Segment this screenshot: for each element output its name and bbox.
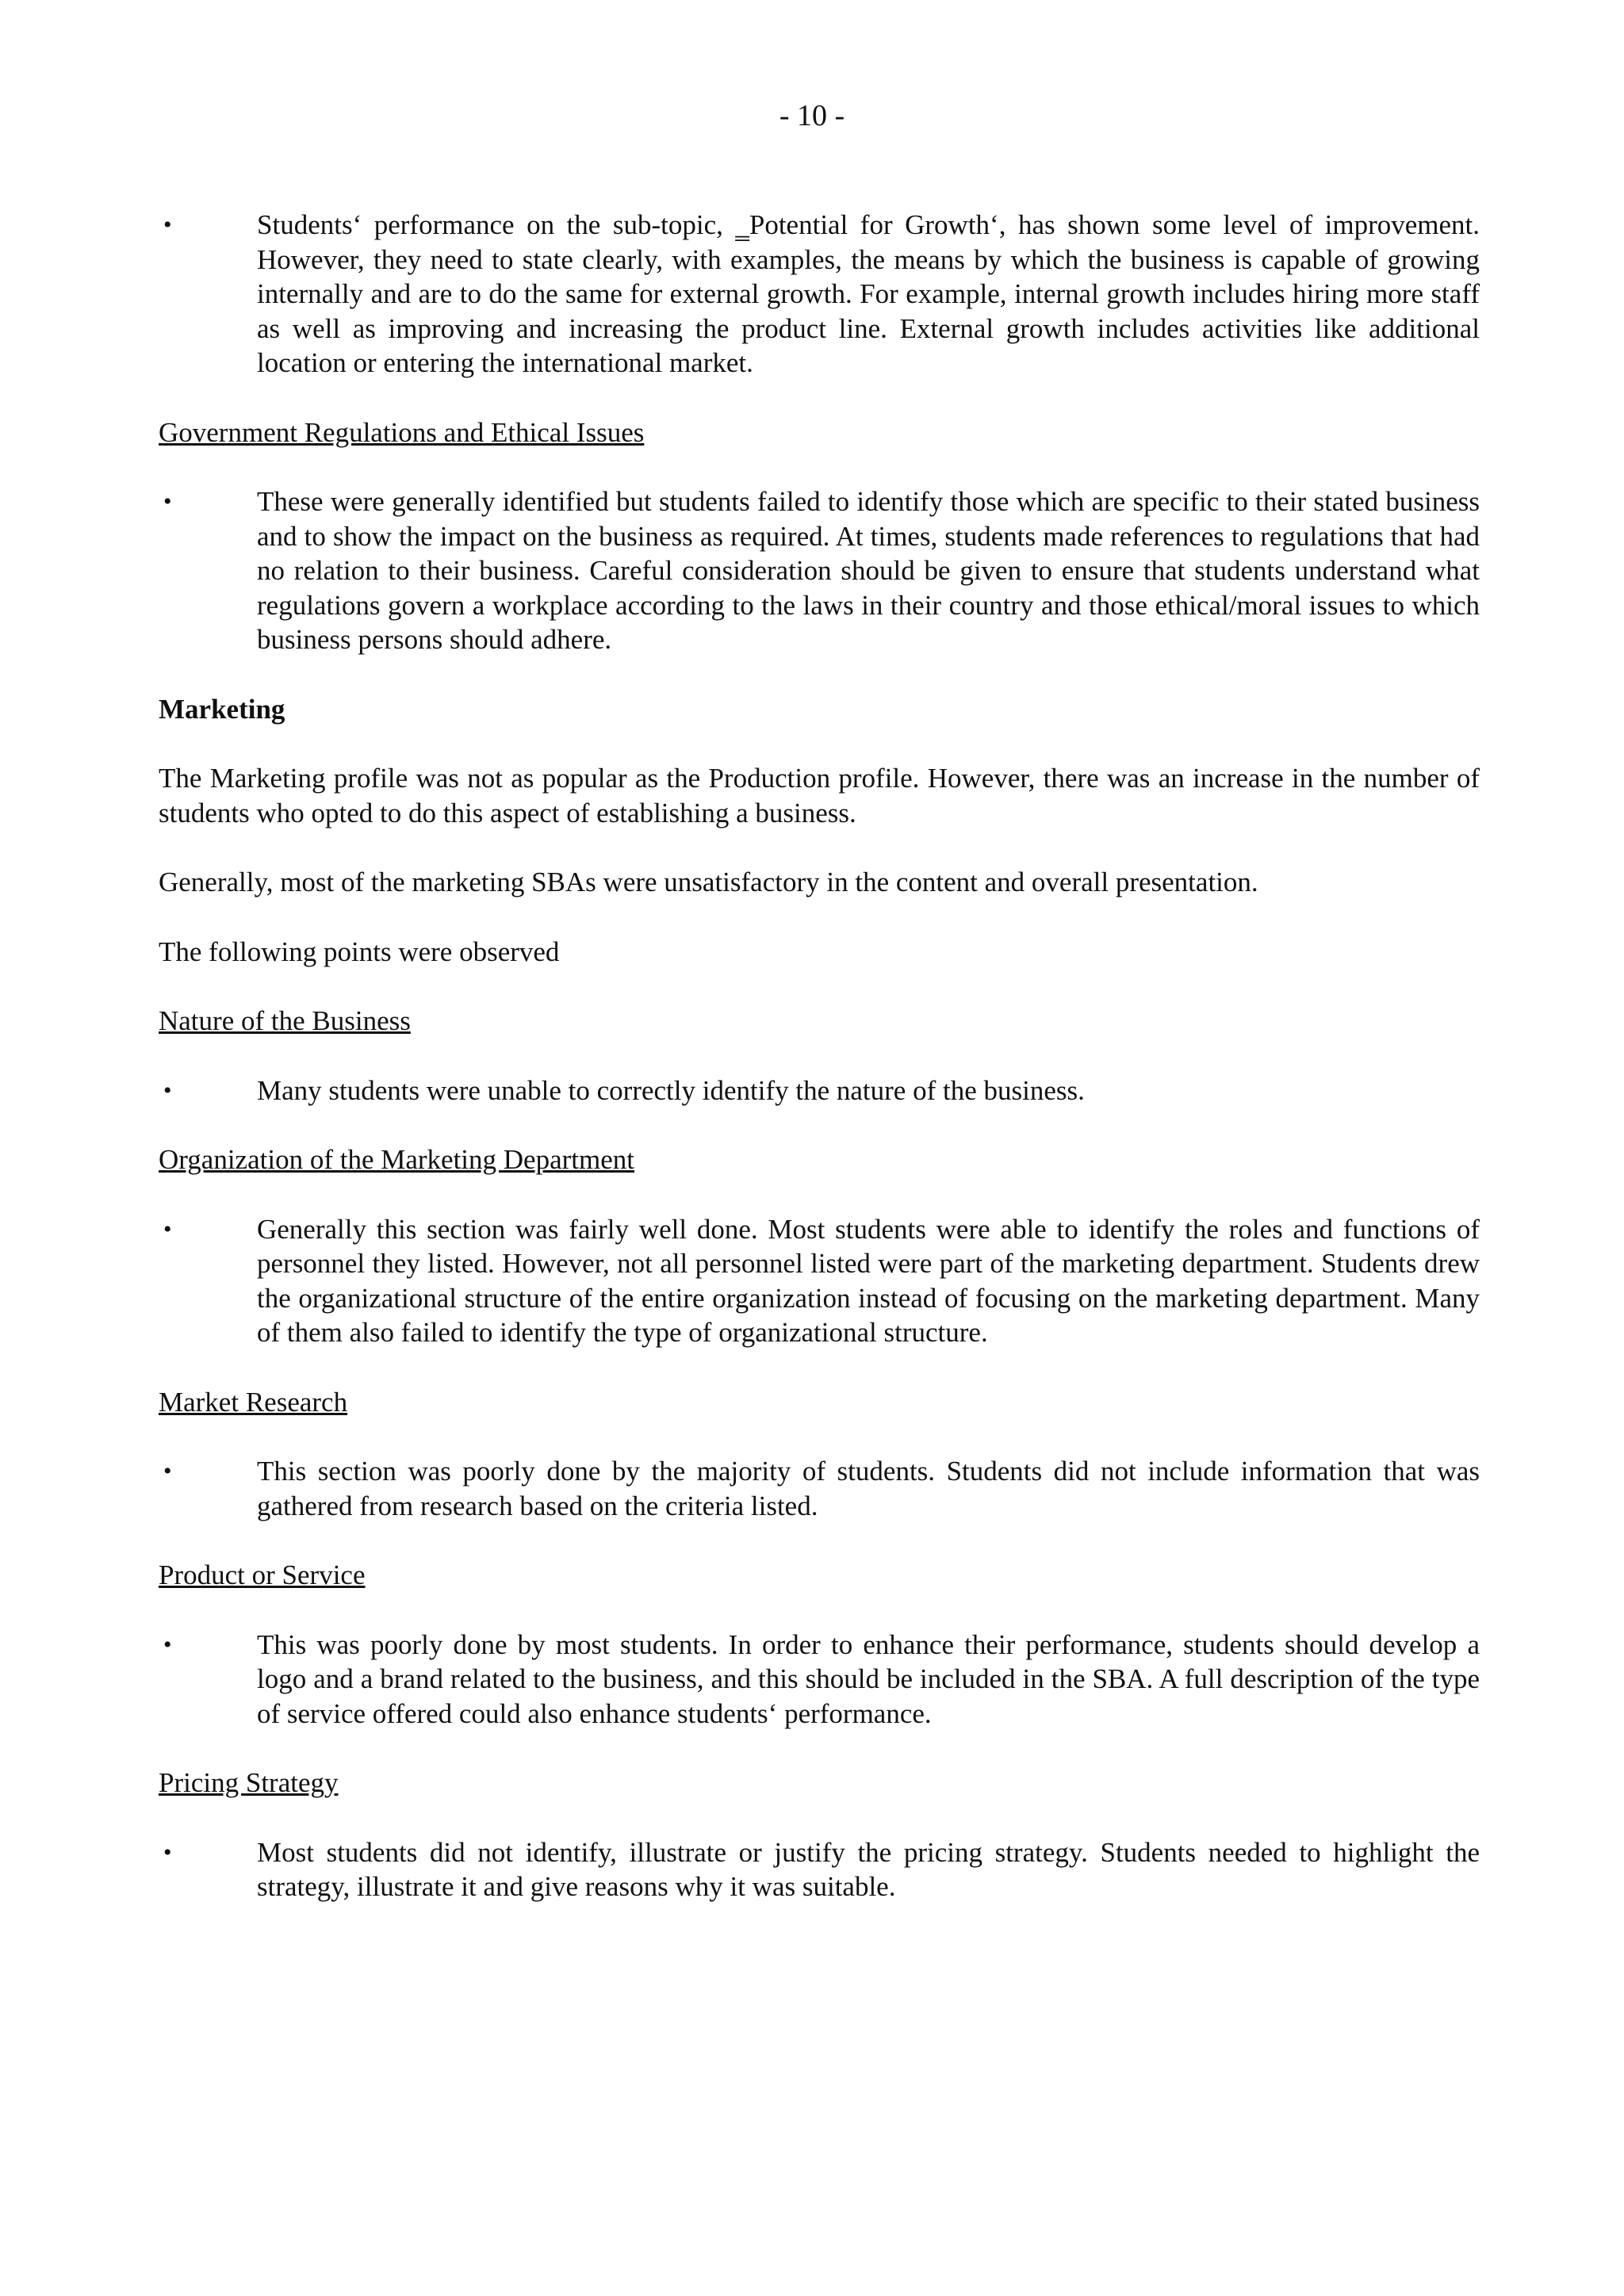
bullet-icon: • xyxy=(163,1631,172,1658)
research-bullet-text: This section was poorly done by the majority of students. Students did not include information that was gathered from research based on the criteria listed. xyxy=(257,1456,1480,1521)
bullet-icon: • xyxy=(163,1215,172,1242)
bullet-icon: • xyxy=(163,212,172,238)
bullet-icon: • xyxy=(163,1077,172,1104)
marketing-para-2: Generally, most of the marketing SBAs were unsatisfactory in the content and overall presentation. xyxy=(159,867,1258,897)
growth-bullet xyxy=(159,208,1480,381)
nature-bullet-text: Many students were unable to correctly identify the nature of the business. xyxy=(257,1074,1085,1106)
product-bullet xyxy=(159,1628,1480,1732)
org-bullet-text: Generally this section was fairly well done. Most students were able to identify the roles and functions of personnel they listed. However, not all personnel listed were part of the marketing department. Students drew the organizational structure of the entire organization instead of focusing on the marketing department. Many of them also failed to identify the type of organizational structure. xyxy=(257,1213,1480,1348)
page-content xyxy=(159,208,1480,1939)
gov-bullet-text: These were generally identified but students failed to identify those which are specific to their stated business and to show the impact on the business as required. At times, students made references to regulations that had no relation to their business. Careful consideration should be given to ensure that students understand what regulations govern a workplace according to the laws in their country and those ethical/moral issues to which business persons should adhere. xyxy=(257,486,1480,655)
gov-heading: Government Regulations and Ethical Issues xyxy=(159,416,645,448)
pricing-bullet xyxy=(159,1835,1480,1904)
growth-bullet-text: Students‘ performance on the sub-topic, ‗Potential for Growth‘, has shown some level of improvement. However, they need to state clearly, with examples, the means by which the business is capable of growing internally and are to do the same for external growth. For example, internal growth includes hiring more staff as well as improving and increasing the product line. External growth includes activities like additional location or entering the international market. xyxy=(257,209,1480,378)
marketing-heading: Marketing xyxy=(159,693,285,725)
product-heading: Product or Service xyxy=(159,1559,366,1590)
research-bullet xyxy=(159,1454,1480,1523)
nature-heading: Nature of the Business xyxy=(159,1005,411,1036)
org-heading: Organization of the Marketing Department xyxy=(159,1144,634,1175)
pricing-bullet-text: Most students did not identify, illustrate or justify the pricing strategy. Students needed to highlight the strategy, illustrate it and give reasons why it was suitable. xyxy=(257,1836,1480,1902)
bullet-icon: • xyxy=(163,1839,172,1866)
research-heading: Market Research xyxy=(159,1386,348,1418)
nature-bullet xyxy=(159,1073,1480,1108)
bullet-icon: • xyxy=(163,488,172,515)
product-bullet-text: This was poorly done by most students. In order to enhance their performance, students should develop a logo and a brand related to the business, and this should be included in the SBA. A full description of the type of service offered could also enhance students‘ performance. xyxy=(257,1628,1480,1729)
pricing-heading: Pricing Strategy xyxy=(159,1767,339,1798)
marketing-para-3: The following points were observed xyxy=(159,936,560,967)
org-bullet xyxy=(159,1212,1480,1350)
marketing-para-1: The Marketing profile was not as popular as the Production profile. However, there was an increase in the number of students who opted to do this aspect of establishing a business. xyxy=(159,763,1480,828)
gov-bullet xyxy=(159,484,1480,657)
page-number: - 10 - xyxy=(779,99,845,132)
bullet-icon: • xyxy=(163,1458,172,1484)
